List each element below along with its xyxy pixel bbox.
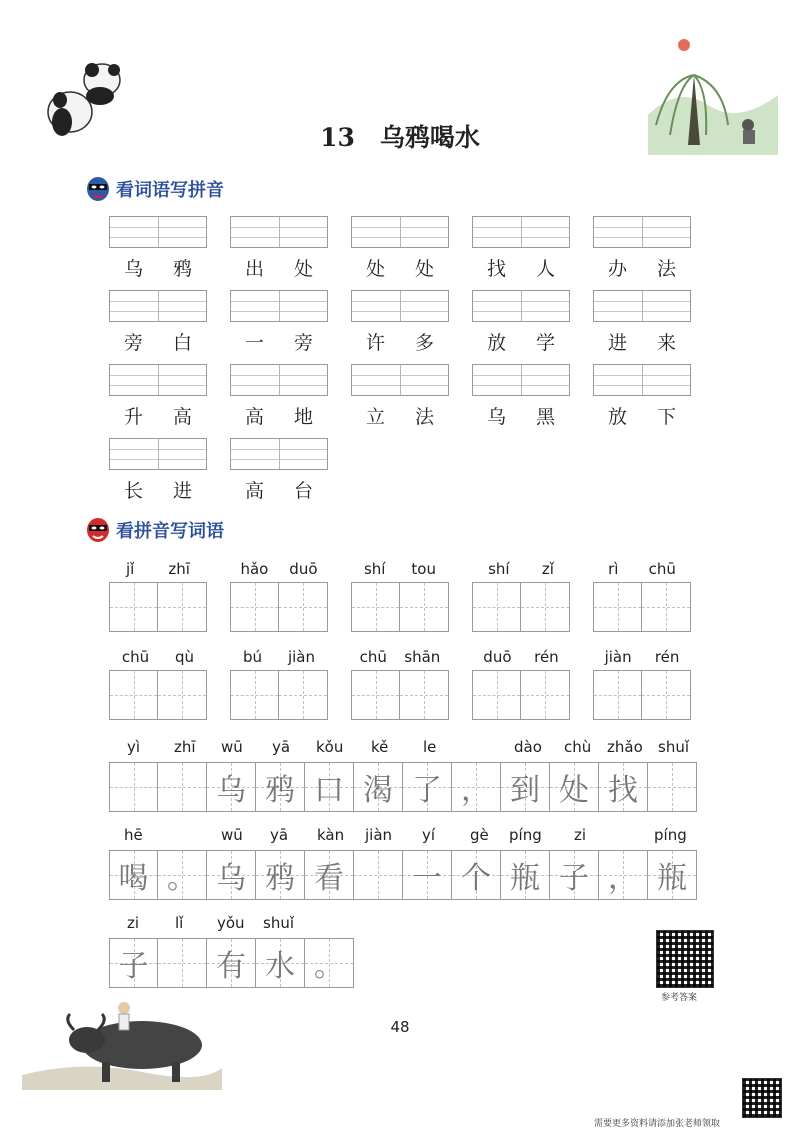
pinyin-labels bbox=[351, 648, 449, 670]
pinyin-syllable: le bbox=[423, 738, 437, 756]
pinyin-syllable: zǐ bbox=[541, 560, 554, 578]
character-answer-cell[interactable] bbox=[472, 582, 521, 632]
pinyin-syllable: yì bbox=[127, 738, 141, 756]
pinyin-syllable: kàn bbox=[317, 826, 345, 844]
pinyin-syllable: gè bbox=[470, 826, 489, 844]
word-characters bbox=[230, 328, 328, 355]
section-header-words-to-pinyin bbox=[86, 176, 224, 202]
character-answer-cell[interactable] bbox=[593, 582, 642, 632]
sentence-character: 水 bbox=[265, 949, 295, 984]
word-character: 乌 bbox=[486, 406, 506, 428]
word-item bbox=[109, 364, 207, 429]
pinyin-syllable: chū bbox=[121, 648, 150, 666]
word-characters bbox=[351, 254, 449, 281]
sentence-cell[interactable] bbox=[648, 850, 697, 900]
pinyin-item bbox=[593, 560, 691, 632]
pinyin-item bbox=[351, 560, 449, 632]
sentence-character: 鸦 bbox=[265, 861, 295, 896]
sentence-cell[interactable] bbox=[403, 850, 452, 900]
word-character: 多 bbox=[414, 332, 434, 354]
sentence-line3-grid bbox=[109, 938, 709, 988]
character-answer-cell[interactable] bbox=[279, 670, 328, 720]
character-answer-cell[interactable] bbox=[593, 670, 642, 720]
sentence-character: 有 bbox=[216, 949, 246, 984]
pinyin-item bbox=[472, 560, 570, 632]
pinyin-item bbox=[351, 648, 449, 720]
pinyin-labels bbox=[593, 648, 691, 670]
word-character: 办 bbox=[607, 258, 627, 280]
word-character: 处 bbox=[414, 258, 434, 280]
word-characters bbox=[472, 254, 570, 281]
word-character: 进 bbox=[172, 480, 192, 502]
pinyin-syllable: yǒu bbox=[217, 914, 245, 932]
sentence-character: 了 bbox=[412, 773, 442, 808]
sentence-character: 乌 bbox=[216, 861, 246, 896]
sentence-character: 口 bbox=[314, 773, 344, 808]
word-characters bbox=[109, 254, 207, 281]
character-answer-cell[interactable] bbox=[472, 670, 521, 720]
pinyin-syllable: yā bbox=[270, 826, 289, 844]
pinyin-answer-box[interactable] bbox=[593, 290, 691, 322]
word-character: 学 bbox=[535, 332, 555, 354]
character-answer-cell[interactable] bbox=[351, 582, 400, 632]
word-characters bbox=[351, 328, 449, 355]
sentence-cell[interactable] bbox=[207, 938, 256, 988]
sentence-character: 鸦 bbox=[265, 773, 295, 808]
sentence-cell[interactable] bbox=[452, 762, 501, 812]
word-character: 鸦 bbox=[172, 258, 192, 280]
character-answer-cell[interactable] bbox=[521, 670, 570, 720]
character-answer-cell[interactable] bbox=[400, 670, 449, 720]
pinyin-answer-box[interactable] bbox=[109, 216, 207, 248]
pinyin-syllable: shí bbox=[488, 560, 510, 578]
character-answer-cell[interactable] bbox=[521, 582, 570, 632]
character-answer-grid bbox=[593, 670, 691, 720]
character-answer-cell[interactable] bbox=[400, 582, 449, 632]
contact-qr-code[interactable] bbox=[742, 1078, 782, 1118]
pinyin-answer-box[interactable] bbox=[351, 364, 449, 396]
sentence-character: 子 bbox=[559, 861, 589, 896]
word-character: 找 bbox=[486, 258, 506, 280]
sentence-cell[interactable] bbox=[452, 850, 501, 900]
pinyin-labels bbox=[230, 648, 328, 670]
sentence-cell[interactable] bbox=[305, 850, 354, 900]
word-characters bbox=[230, 254, 328, 281]
sentence-cell[interactable] bbox=[158, 938, 207, 988]
pinyin-syllable: píng bbox=[654, 826, 687, 844]
pinyin-syllable: zi bbox=[574, 826, 587, 844]
pinyin-item bbox=[109, 560, 207, 632]
pinyin-syllable: bú bbox=[242, 648, 262, 666]
word-character: 长 bbox=[123, 480, 143, 502]
word-item bbox=[593, 290, 691, 355]
character-answer-cell[interactable] bbox=[351, 670, 400, 720]
word-character: 法 bbox=[656, 258, 676, 280]
sentence-cell[interactable] bbox=[354, 850, 403, 900]
word-characters bbox=[230, 476, 328, 503]
pinyin-syllable: hǎo bbox=[240, 560, 269, 578]
word-character: 高 bbox=[244, 406, 264, 428]
sentence-cell[interactable] bbox=[256, 938, 305, 988]
word-item bbox=[109, 290, 207, 355]
word-character: 黑 bbox=[535, 406, 555, 428]
word-item bbox=[472, 364, 570, 429]
pinyin-item bbox=[472, 648, 570, 720]
character-answer-grid bbox=[230, 670, 328, 720]
pinyin-syllable: hē bbox=[124, 826, 143, 844]
section-header-pinyin-to-words bbox=[86, 517, 224, 543]
pinyin-answer-box[interactable] bbox=[230, 364, 328, 396]
pinyin-syllable: lǐ bbox=[175, 914, 184, 932]
pinyin-syllable: dào bbox=[514, 738, 542, 756]
pinyin-syllable: shān bbox=[404, 648, 441, 666]
pinyin-answer-box[interactable] bbox=[109, 438, 207, 470]
sentence-character: 渴 bbox=[363, 773, 393, 808]
character-answer-cell[interactable] bbox=[158, 670, 207, 720]
word-characters bbox=[472, 402, 570, 429]
sentence-character: 处 bbox=[559, 773, 589, 808]
sentence-character: 一 bbox=[412, 861, 442, 896]
pinyin-answer-box[interactable] bbox=[230, 438, 328, 470]
section-title: 看拼音写词语 bbox=[116, 521, 224, 542]
pinyin-syllable: wū bbox=[221, 738, 243, 756]
pinyin-labels bbox=[472, 648, 570, 670]
pinyin-answer-box[interactable] bbox=[472, 364, 570, 396]
sentence-character: 找 bbox=[608, 773, 638, 808]
pinyin-item bbox=[593, 648, 691, 720]
pinyin-syllable: rì bbox=[608, 560, 619, 578]
character-answer-grid bbox=[109, 670, 207, 720]
word-item bbox=[230, 364, 328, 429]
word-character: 法 bbox=[414, 406, 434, 428]
sentence-character: 乌 bbox=[216, 773, 246, 808]
word-item bbox=[593, 216, 691, 281]
word-character: 升 bbox=[123, 406, 143, 428]
pinyin-syllable: píng bbox=[509, 826, 542, 844]
word-characters bbox=[109, 328, 207, 355]
word-characters bbox=[351, 402, 449, 429]
sentence-cell[interactable] bbox=[550, 762, 599, 812]
sentence-cell[interactable] bbox=[501, 850, 550, 900]
character-answer-cell[interactable] bbox=[109, 582, 158, 632]
pinyin-syllable: zhǎo bbox=[607, 738, 643, 756]
word-item bbox=[472, 216, 570, 281]
pinyin-item bbox=[230, 648, 328, 720]
word-character: 高 bbox=[172, 406, 192, 428]
word-character: 台 bbox=[293, 480, 313, 502]
sentence-character: 瓶 bbox=[510, 861, 540, 896]
word-character: 下 bbox=[656, 406, 676, 428]
pinyin-answer-box[interactable] bbox=[109, 364, 207, 396]
word-item bbox=[109, 216, 207, 281]
sentence-cell[interactable] bbox=[599, 850, 648, 900]
sentence-cell[interactable] bbox=[599, 762, 648, 812]
word-item bbox=[230, 216, 328, 281]
word-characters bbox=[593, 254, 691, 281]
word-characters bbox=[593, 328, 691, 355]
sentence-character: 看 bbox=[314, 861, 344, 896]
pinyin-syllable: jiàn bbox=[604, 648, 632, 666]
pinyin-answer-box[interactable] bbox=[230, 216, 328, 248]
character-answer-grid bbox=[593, 582, 691, 632]
sentence-cell[interactable] bbox=[648, 762, 697, 812]
pinyin-labels bbox=[230, 560, 328, 582]
section-title: 看词语写拼音 bbox=[116, 180, 224, 201]
word-characters bbox=[109, 476, 207, 503]
pinyin-answer-box[interactable] bbox=[351, 290, 449, 322]
pinyin-syllable: chū bbox=[648, 560, 676, 578]
pinyin-labels bbox=[109, 560, 207, 582]
sentence-cell[interactable] bbox=[403, 762, 452, 812]
word-character: 处 bbox=[365, 258, 385, 280]
pinyin-syllable: rén bbox=[654, 648, 680, 666]
word-item bbox=[109, 438, 207, 503]
pinyin-syllable: chū bbox=[359, 648, 387, 666]
pinyin-syllable: kǒu bbox=[316, 738, 344, 756]
pinyin-answer-box[interactable] bbox=[593, 216, 691, 248]
word-character: 旁 bbox=[123, 332, 143, 354]
sentence-line1-pinyin bbox=[109, 738, 709, 762]
pinyin-syllable: zi bbox=[127, 914, 140, 932]
character-answer-cell[interactable] bbox=[158, 582, 207, 632]
sentence-character: 到 bbox=[510, 773, 540, 808]
word-item bbox=[351, 290, 449, 355]
word-character: 立 bbox=[365, 406, 385, 428]
sentence-line1-grid bbox=[109, 762, 709, 812]
pinyin-syllable: chù bbox=[564, 738, 592, 756]
character-answer-cell[interactable] bbox=[642, 670, 691, 720]
word-character: 旁 bbox=[293, 332, 313, 354]
word-characters bbox=[230, 402, 328, 429]
sentence-area bbox=[109, 738, 709, 988]
pinyin-syllable: shí bbox=[363, 560, 386, 578]
page-title: 13 乌鸦喝水 bbox=[320, 123, 480, 152]
word-character: 人 bbox=[535, 258, 555, 280]
sentence-cell[interactable] bbox=[354, 762, 403, 812]
sentence-character: 喝 bbox=[118, 861, 149, 896]
pinyin-syllable: kě bbox=[371, 738, 389, 756]
word-character: 许 bbox=[365, 332, 385, 354]
sentence-line3-pinyin bbox=[109, 914, 409, 938]
word-character: 乌 bbox=[123, 258, 143, 280]
pinyin-syllable: duō bbox=[483, 648, 512, 666]
character-answer-cell[interactable] bbox=[230, 670, 279, 720]
sentence-line2-grid bbox=[109, 850, 709, 900]
sentence-cell[interactable] bbox=[109, 762, 158, 812]
sentence-cell[interactable] bbox=[550, 850, 599, 900]
pinyin-syllable: jǐ bbox=[126, 560, 135, 578]
pinyin-syllable: zhī bbox=[168, 560, 190, 578]
word-character: 出 bbox=[244, 258, 264, 280]
sentence-character: 个 bbox=[461, 861, 491, 896]
opera-mask-icon bbox=[86, 517, 110, 543]
buffalo-illustration bbox=[22, 990, 222, 1090]
word-item bbox=[472, 290, 570, 355]
pinyin-answer-box[interactable] bbox=[230, 290, 328, 322]
sentence-cell[interactable] bbox=[158, 762, 207, 812]
sentence-cell[interactable] bbox=[207, 850, 256, 900]
sentence-character: 瓶 bbox=[657, 861, 687, 896]
character-answer-grid bbox=[351, 670, 449, 720]
sentence-cell[interactable] bbox=[256, 850, 305, 900]
word-character: 高 bbox=[244, 480, 264, 502]
sentence-cell[interactable] bbox=[207, 762, 256, 812]
pinyin-answer-box[interactable] bbox=[472, 216, 570, 248]
sentence-character: ， bbox=[608, 861, 638, 896]
word-characters bbox=[593, 402, 691, 429]
sentence-character: 子 bbox=[118, 949, 149, 984]
pinyin-syllable: yí bbox=[422, 826, 436, 844]
pinyin-answer-box[interactable] bbox=[593, 364, 691, 396]
character-answer-grid bbox=[351, 582, 449, 632]
word-character: 放 bbox=[486, 332, 506, 354]
pinyin-syllable: jiàn bbox=[287, 648, 315, 666]
pinyin-syllable: qù bbox=[175, 648, 195, 666]
word-character: 来 bbox=[656, 332, 676, 354]
sentence-cell[interactable] bbox=[256, 762, 305, 812]
pinyin-syllable: rén bbox=[534, 648, 559, 666]
word-character: 进 bbox=[607, 332, 627, 354]
sentence-character: 。 bbox=[314, 949, 344, 984]
word-item bbox=[230, 438, 328, 503]
character-answer-cell[interactable] bbox=[642, 582, 691, 632]
pinyin-syllable: zhī bbox=[174, 738, 196, 756]
character-answer-cell[interactable] bbox=[279, 582, 328, 632]
word-character: 放 bbox=[607, 406, 627, 428]
pinyin-answer-box[interactable] bbox=[351, 216, 449, 248]
pinyin-labels bbox=[109, 648, 207, 670]
word-character: 处 bbox=[293, 258, 313, 280]
character-answer-grid bbox=[109, 582, 207, 632]
pinyin-syllable: yā bbox=[272, 738, 291, 756]
pinyin-syllable: tou bbox=[411, 560, 436, 578]
character-answer-grid bbox=[230, 582, 328, 632]
opera-mask-icon bbox=[86, 176, 110, 202]
pinyin-syllable: wū bbox=[221, 826, 243, 844]
sentence-character: ， bbox=[461, 773, 491, 808]
pinyin-labels bbox=[472, 560, 570, 582]
word-item bbox=[351, 364, 449, 429]
pinyin-syllable: shuǐ bbox=[263, 914, 294, 932]
word-character: 地 bbox=[293, 406, 313, 428]
word-character: 一 bbox=[244, 332, 264, 354]
word-characters bbox=[109, 402, 207, 429]
footer-note: 需要更多资料请添加张老师领取 bbox=[594, 1119, 721, 1129]
sentence-line2-pinyin bbox=[109, 826, 709, 850]
sentence-cell[interactable] bbox=[158, 850, 207, 900]
character-answer-grid bbox=[472, 670, 570, 720]
pinyin-item bbox=[109, 648, 207, 720]
pinyin-syllable: duō bbox=[289, 560, 318, 578]
pinyin-labels bbox=[351, 560, 449, 582]
sentence-cell[interactable] bbox=[501, 762, 550, 812]
character-answer-cell[interactable] bbox=[230, 582, 279, 632]
pinyin-answer-box[interactable] bbox=[472, 290, 570, 322]
answers-qr-code[interactable] bbox=[656, 930, 714, 988]
qr-caption: 参考答案 bbox=[661, 993, 698, 1003]
pinyin-syllable: shuǐ bbox=[658, 738, 689, 756]
character-answer-cell[interactable] bbox=[109, 670, 158, 720]
pinyin-answer-box[interactable] bbox=[109, 290, 207, 322]
sentence-cell[interactable] bbox=[305, 762, 354, 812]
word-item bbox=[593, 364, 691, 429]
character-answer-grid bbox=[472, 582, 570, 632]
pinyin-syllable: jiàn bbox=[365, 826, 393, 844]
sentence-cell[interactable] bbox=[109, 938, 158, 988]
sentence-character: 。 bbox=[167, 861, 197, 896]
word-item bbox=[230, 290, 328, 355]
word-character: 白 bbox=[172, 332, 192, 354]
sentence-cell[interactable] bbox=[109, 850, 158, 900]
word-characters bbox=[472, 328, 570, 355]
page-number: 48 bbox=[390, 1018, 410, 1036]
pinyin-labels bbox=[593, 560, 691, 582]
sentence-cell[interactable] bbox=[305, 938, 354, 988]
pinyin-item bbox=[230, 560, 328, 632]
word-item bbox=[351, 216, 449, 281]
